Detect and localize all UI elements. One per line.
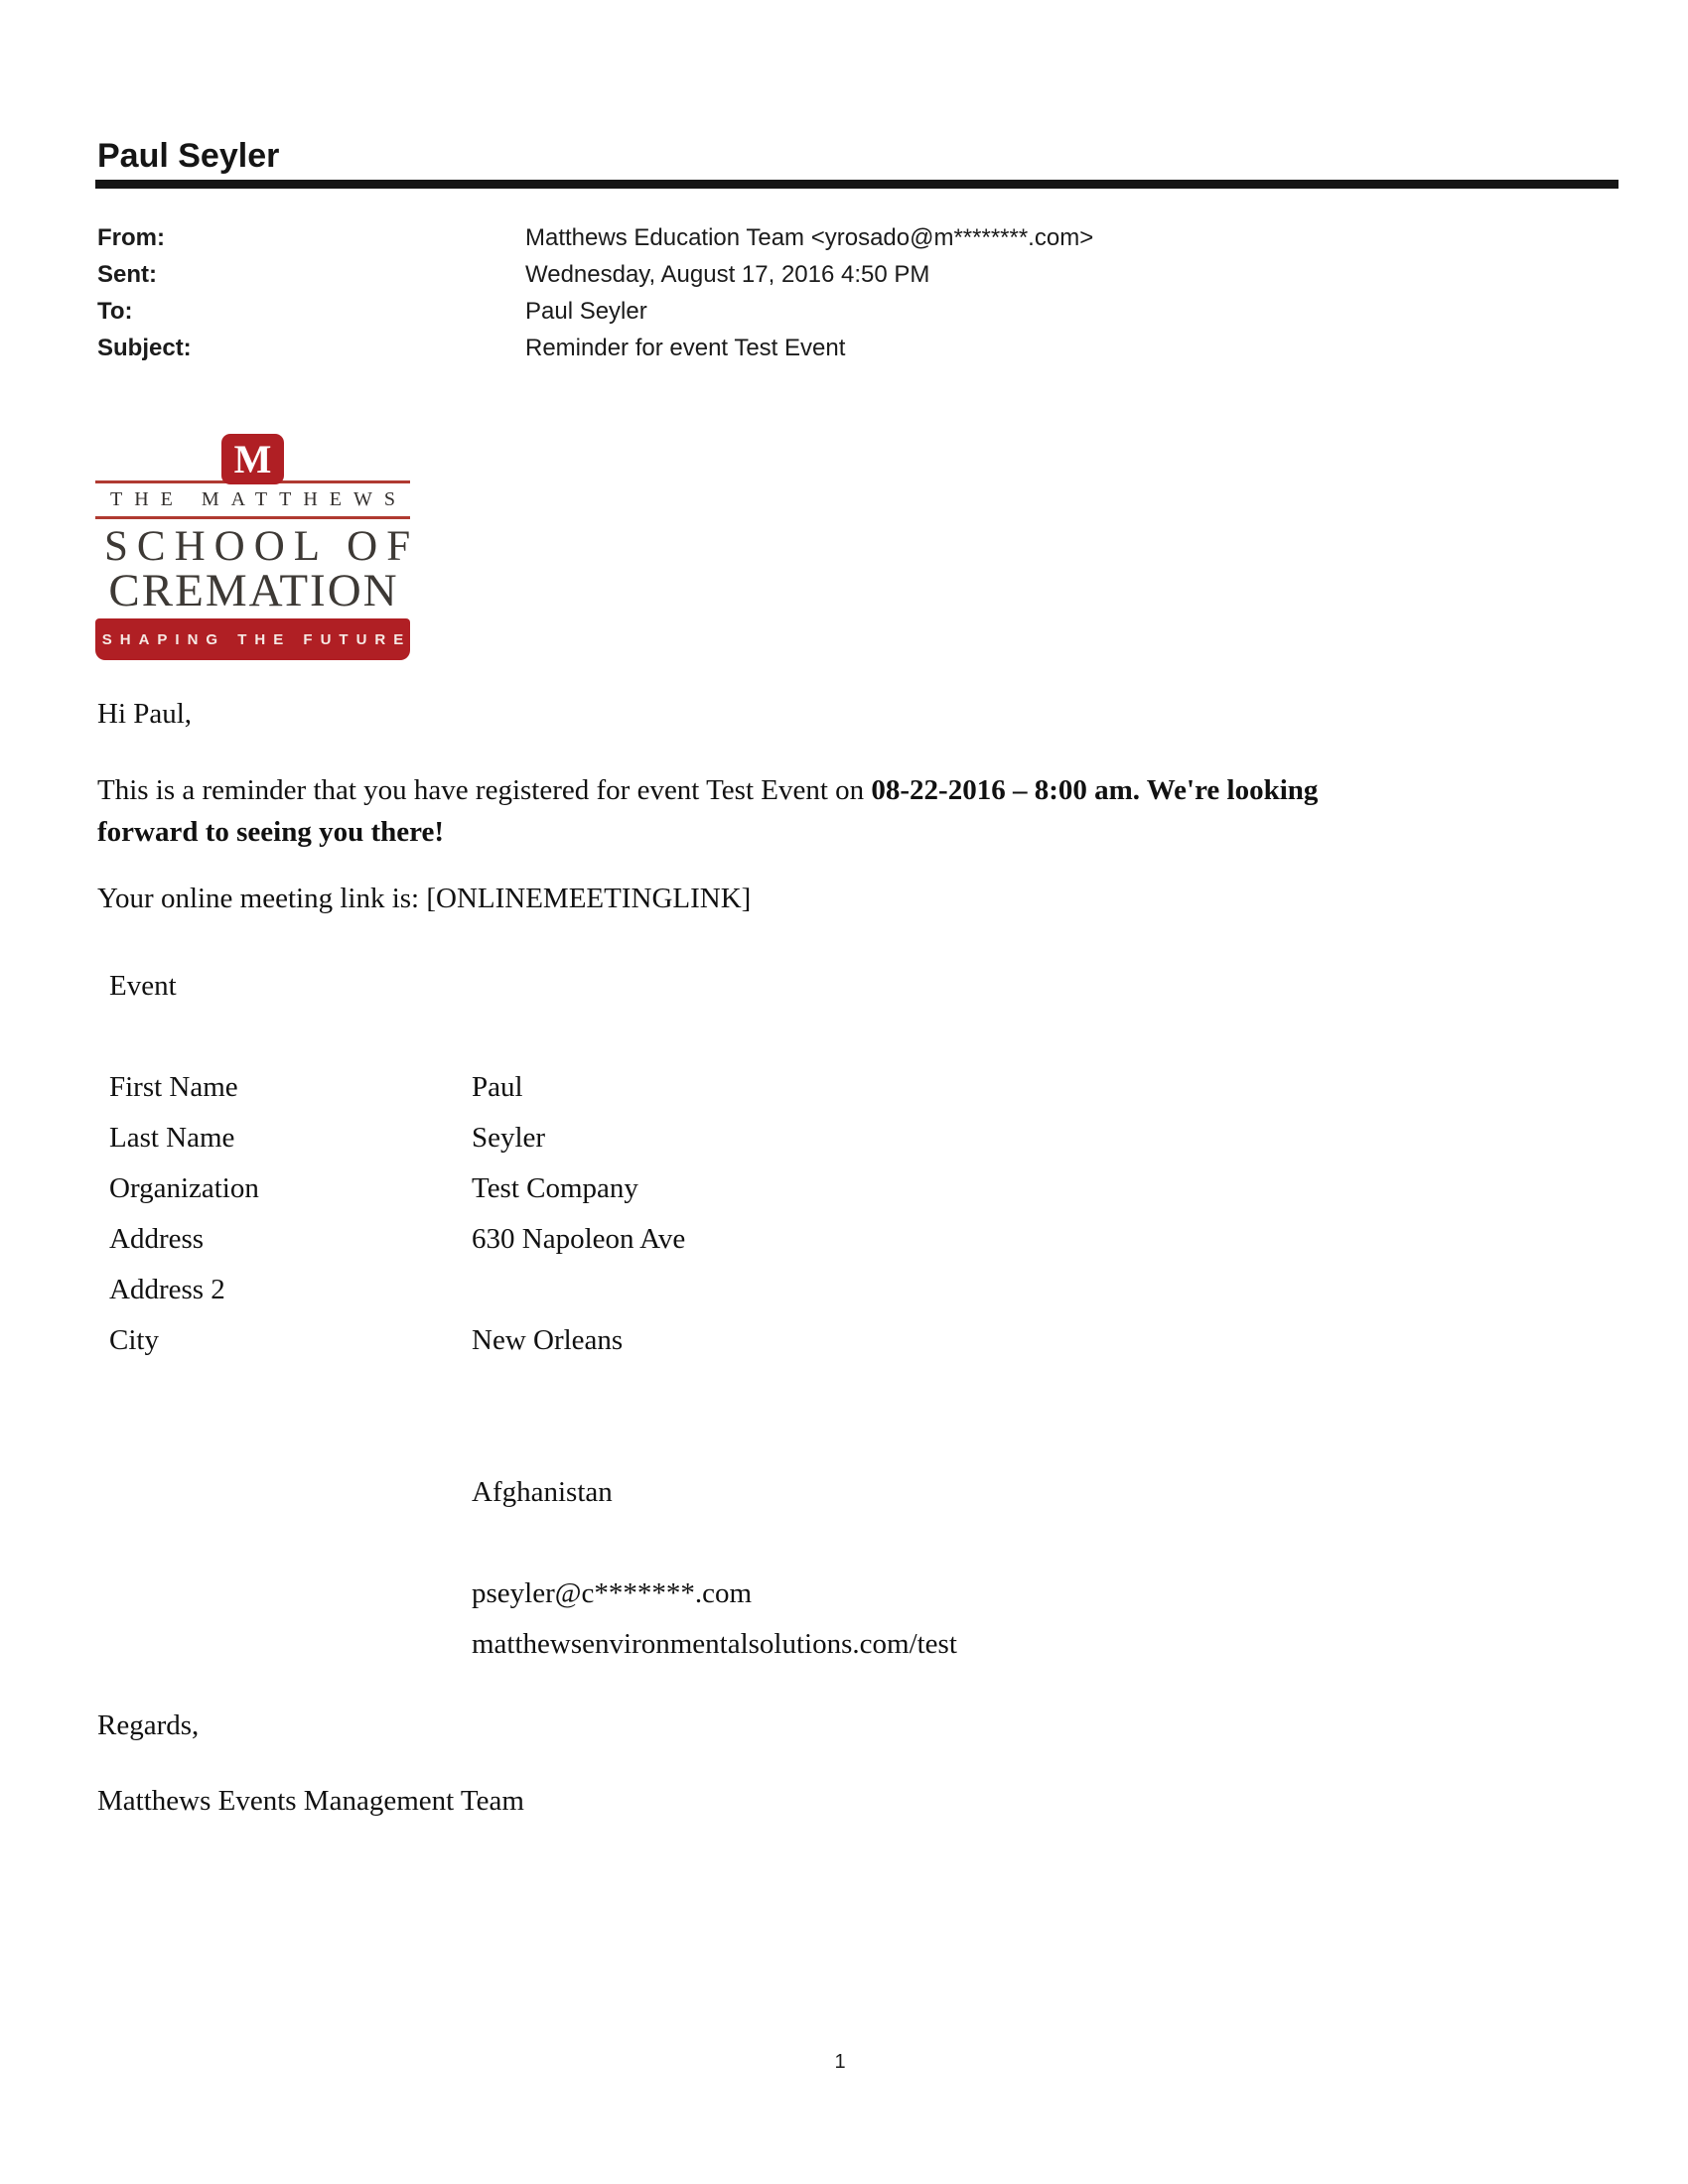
logo-school-of-text: SCHOOL OF: [104, 523, 420, 570]
reminder-text-bold-line1: 08-22-2016 – 8:00 am. We're looking: [871, 774, 1319, 806]
table-row-last-name: [109, 1113, 1201, 1163]
matthews-school-of-cremation-logo: [95, 434, 420, 660]
meta-row-from: [97, 219, 1587, 256]
row-label: Last Name: [109, 1122, 235, 1154]
registration-details-table: [109, 1062, 1201, 1670]
logo-cremation-text: CREMATION: [108, 565, 399, 616]
header-divider: [95, 180, 1618, 189]
reminder-text-bold-line2: forward to seeing you there!: [97, 816, 445, 848]
to-value: Paul Seyler: [525, 298, 647, 325]
row-value: New Orleans: [472, 1324, 624, 1356]
row-value: Afghanistan: [472, 1476, 613, 1508]
row-value: Test Company: [472, 1172, 638, 1204]
table-row-organization: [109, 1163, 1201, 1214]
logo-tagline-text: SHAPING THE FUTURE: [101, 630, 412, 648]
row-label: First Name: [109, 1071, 238, 1103]
logo-the-matthews-text: THE MATTHEWS: [110, 488, 407, 510]
table-row-country: [109, 1467, 1201, 1518]
subject-label: Subject:: [97, 335, 192, 361]
table-row-first-name: [109, 1062, 1201, 1113]
table-row-email: [109, 1569, 1201, 1619]
meeting-link-line: Your online meeting link is: [ONLINEMEETINGLINK]: [97, 883, 752, 914]
closing-text: Regards,: [97, 1709, 200, 1741]
row-label: Organization: [109, 1172, 259, 1204]
logo-tagline-banner: [95, 618, 410, 660]
table-row-city: [109, 1315, 1201, 1366]
subject-value: Reminder for event Test Event: [525, 335, 846, 361]
meta-row-subject: [97, 330, 1587, 366]
page-number: 1: [834, 2051, 846, 2073]
sent-value: Wednesday, August 17, 2016 4:50 PM: [525, 261, 930, 288]
sent-label: Sent:: [97, 261, 157, 288]
logo-monogram-letter: M: [233, 436, 272, 481]
reminder-paragraph: [97, 769, 1557, 853]
table-row-address-2: [109, 1265, 1201, 1315]
event-section-title: Event: [109, 970, 177, 1002]
table-row-website: [109, 1619, 1201, 1670]
to-label: To:: [97, 298, 133, 325]
greeting-text: Hi Paul,: [97, 698, 193, 730]
row-value: pseyler@c*******.com: [472, 1577, 752, 1609]
row-value: Seyler: [472, 1122, 546, 1154]
row-label: Address: [109, 1223, 205, 1255]
meta-row-sent: [97, 256, 1587, 293]
row-label: City: [109, 1324, 159, 1356]
table-row-empty: [109, 1518, 1201, 1569]
row-value: matthewsenvironmentalsolutions.com/test: [472, 1628, 957, 1660]
row-value: Paul: [472, 1071, 523, 1103]
table-row-empty: [109, 1417, 1201, 1467]
meta-row-to: [97, 293, 1587, 330]
row-value: 630 Napoleon Ave: [472, 1223, 686, 1255]
reminder-text-normal: This is a reminder that you have registered for event Test Event on: [97, 774, 872, 806]
logo-middle-rule: [95, 516, 410, 519]
row-label: Address 2: [109, 1274, 225, 1305]
table-row-address: [109, 1214, 1201, 1265]
table-row-empty: [109, 1366, 1201, 1417]
signature-text: Matthews Events Management Team: [97, 1785, 524, 1817]
email-meta-block: [97, 219, 1587, 366]
logo-m-monogram-icon: [221, 434, 284, 484]
from-value: Matthews Education Team <yrosado@m********.com>: [525, 224, 1094, 251]
page-title: Paul Seyler: [97, 137, 280, 175]
from-label: From:: [97, 224, 165, 251]
